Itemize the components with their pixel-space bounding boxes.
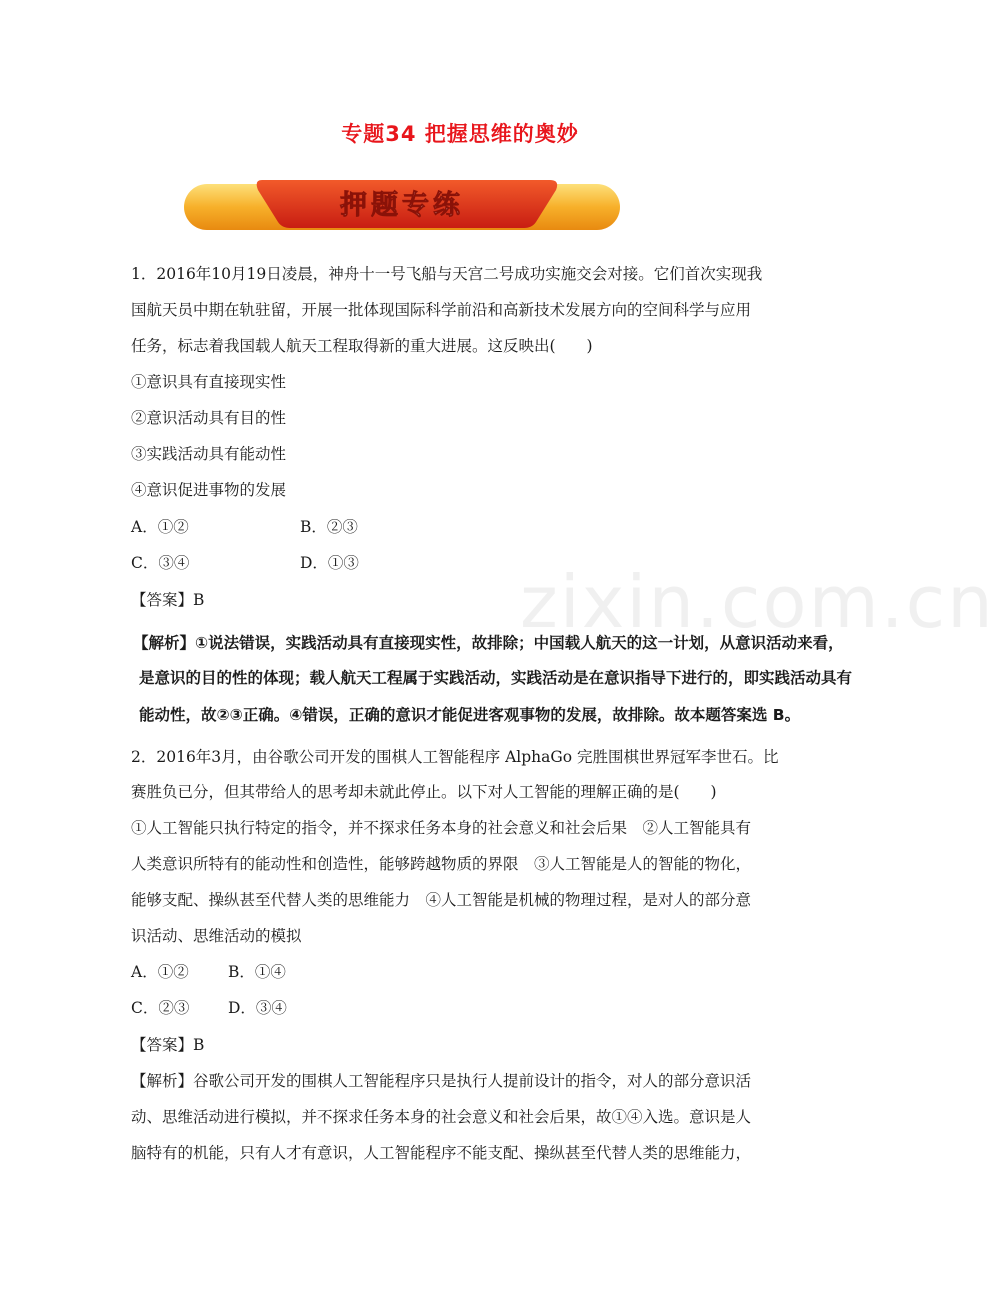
q1-option-row (131, 553, 359, 573)
q1-analysis-line: 能动性，故②③正确。④错误，正确的意识才能促进客观事物的发展，故排除。故本题答案选 B。 (139, 706, 801, 724)
q1-analysis-line: 【解析】①说法错误，实践活动具有直接现实性，故排除；中国载人航天的这一计划，从意识活动来看， (133, 634, 844, 652)
q1-line: 任务，标志着我国载人航天工程取得新的重大进展。这反映出( ) (131, 337, 593, 355)
page-title: 专题34 把握思维的奥妙 (341, 122, 579, 146)
q1-answer: 【答案】B (131, 591, 205, 609)
watermark: zixin.com.cn (520, 560, 995, 644)
q2-analysis-line: 动、思维活动进行模拟，并不探求任务本身的社会意义和社会后果，故①④入选。意识是人 (131, 1108, 752, 1126)
q1-line: 国航天员中期在轨驻留，开展一批体现国际科学前沿和高新技术发展方向的空间科学与应用 (131, 301, 752, 319)
q2-line: ①人工智能只执行特定的指令，并不探求任务本身的社会意义和社会后果 ②人工智能具有 (131, 819, 752, 837)
q1-option-d: D．①③ (300, 554, 359, 572)
q2-line: 能够支配、操纵甚至代替人类的思维能力 ④人工智能是机械的物理过程，是对人的部分意 (131, 891, 752, 909)
q2-answer: 【答案】B (131, 1036, 205, 1054)
q1-statement: ②意识活动具有目的性 (131, 409, 287, 427)
q1-statement: ③实践活动具有能动性 (131, 445, 287, 463)
q1-analysis-line: 是意识的目的性的体现；载人航天工程属于实践活动，实践活动是在意识指导下进行的，即实践活动具有 (139, 669, 853, 687)
q2-line: 赛胜负已分，但其带给人的思考却未就此停止。以下对人工智能的理解正确的是( ) (131, 783, 717, 801)
q1-statement: ④意识促进事物的发展 (131, 481, 287, 499)
section-banner (184, 176, 620, 234)
q2-option-a: A．①② (131, 963, 189, 981)
q1-statement: ①意识具有直接现实性 (131, 373, 287, 391)
q2-line: 识活动、思维活动的模拟 (131, 927, 302, 945)
q2-line: 2．2016年3月，由谷歌公司开发的围棋人工智能程序 AlphaGo 完胜围棋世界冠军李世石。比 (131, 748, 779, 766)
q1-line: 1．2016年10月19日凌晨，神舟十一号飞船与天宫二号成功实施交会对接。它们首次实现我 (131, 265, 763, 283)
q2-option-row (131, 962, 286, 982)
q2-analysis-line: 脑特有的机能，只有人才有意识，人工智能程序不能支配、操纵甚至代替人类的思维能力， (131, 1144, 752, 1162)
q1-option-a: A．①② (131, 518, 189, 536)
q1-option-b: B．②③ (300, 518, 358, 536)
q2-option-row (131, 998, 287, 1018)
q2-line: 人类意识所特有的能动性和创造性，能够跨越物质的界限 ③人工智能是人的智能的物化， (131, 855, 752, 873)
q2-analysis-line: 【解析】谷歌公司开发的围棋人工智能程序只是执行人提前设计的指令，对人的部分意识活 (131, 1072, 752, 1090)
q2-option-b: B．①④ (228, 963, 286, 981)
q1-option-row (131, 517, 358, 537)
q2-option-d: D．③④ (228, 999, 287, 1017)
q1-option-c: C．③④ (131, 554, 190, 572)
q2-option-c: C．②③ (131, 999, 190, 1017)
banner-label: 押题专练 (340, 190, 464, 221)
